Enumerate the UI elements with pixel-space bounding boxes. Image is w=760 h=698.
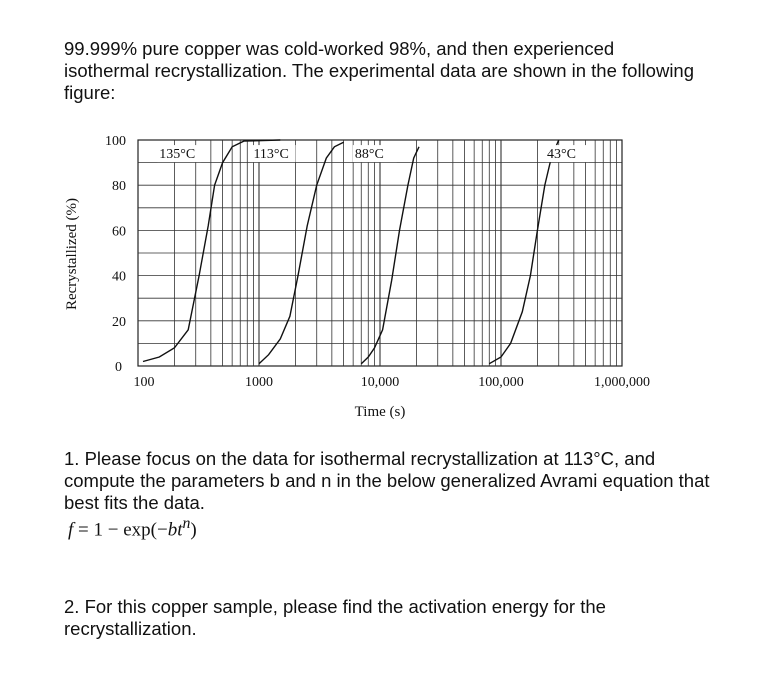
series-label: 43°C: [547, 147, 576, 163]
x-tick-label: 1,000,000: [594, 375, 650, 390]
y-axis-label: Recrystallized (%): [64, 197, 80, 311]
chart-series-labels: [157, 145, 589, 162]
y-tick-label: 40: [112, 269, 126, 285]
curve-43°C: [489, 140, 558, 364]
chart-grid: [138, 140, 622, 366]
question-1: 1. Please focus on the data for isothermal recrystallization at 113°C, and compute the parameters b and n in the below generalized Avrami equation that best fits the data.: [64, 448, 710, 513]
avrami-equation: [68, 515, 197, 541]
eq-f: f: [68, 519, 74, 541]
recrystallization-chart: [0, 120, 760, 430]
series-label: 135°C: [159, 147, 196, 163]
eq-mid: = 1 − exp(−: [73, 519, 168, 541]
x-axis-label: Time (s): [354, 404, 406, 420]
chart-curves: [143, 140, 559, 364]
y-tick-label: 0: [115, 360, 122, 375]
chart-tick-labels: [105, 134, 650, 390]
series-label: 88°C: [354, 147, 384, 163]
intro-text: 99.999% pure copper was cold-worked 98%, and then experienced isothermal recrystallization. The experimental data are shown in the following figure:: [64, 38, 695, 103]
x-tick-label: 100,000: [478, 375, 524, 390]
y-tick-label: 20: [112, 314, 126, 330]
eq-end: ): [190, 519, 197, 541]
series-label: 113°C: [253, 147, 289, 163]
eq-n: n: [182, 515, 191, 532]
x-tick-label: 100: [133, 375, 155, 390]
curve-88°C: [361, 147, 419, 364]
y-tick-label: 100: [105, 134, 126, 149]
question-2: 2. For this copper sample, please find the activation energy for the recrystallization.: [64, 596, 606, 639]
x-tick-label: 1000: [245, 375, 273, 390]
curve-135°C: [143, 140, 280, 362]
eq-b: b: [167, 519, 178, 541]
x-tick-label: 10,000: [360, 375, 400, 390]
eq-t: t: [177, 519, 183, 541]
y-tick-label: 80: [112, 179, 126, 195]
y-tick-label: 60: [112, 224, 126, 240]
